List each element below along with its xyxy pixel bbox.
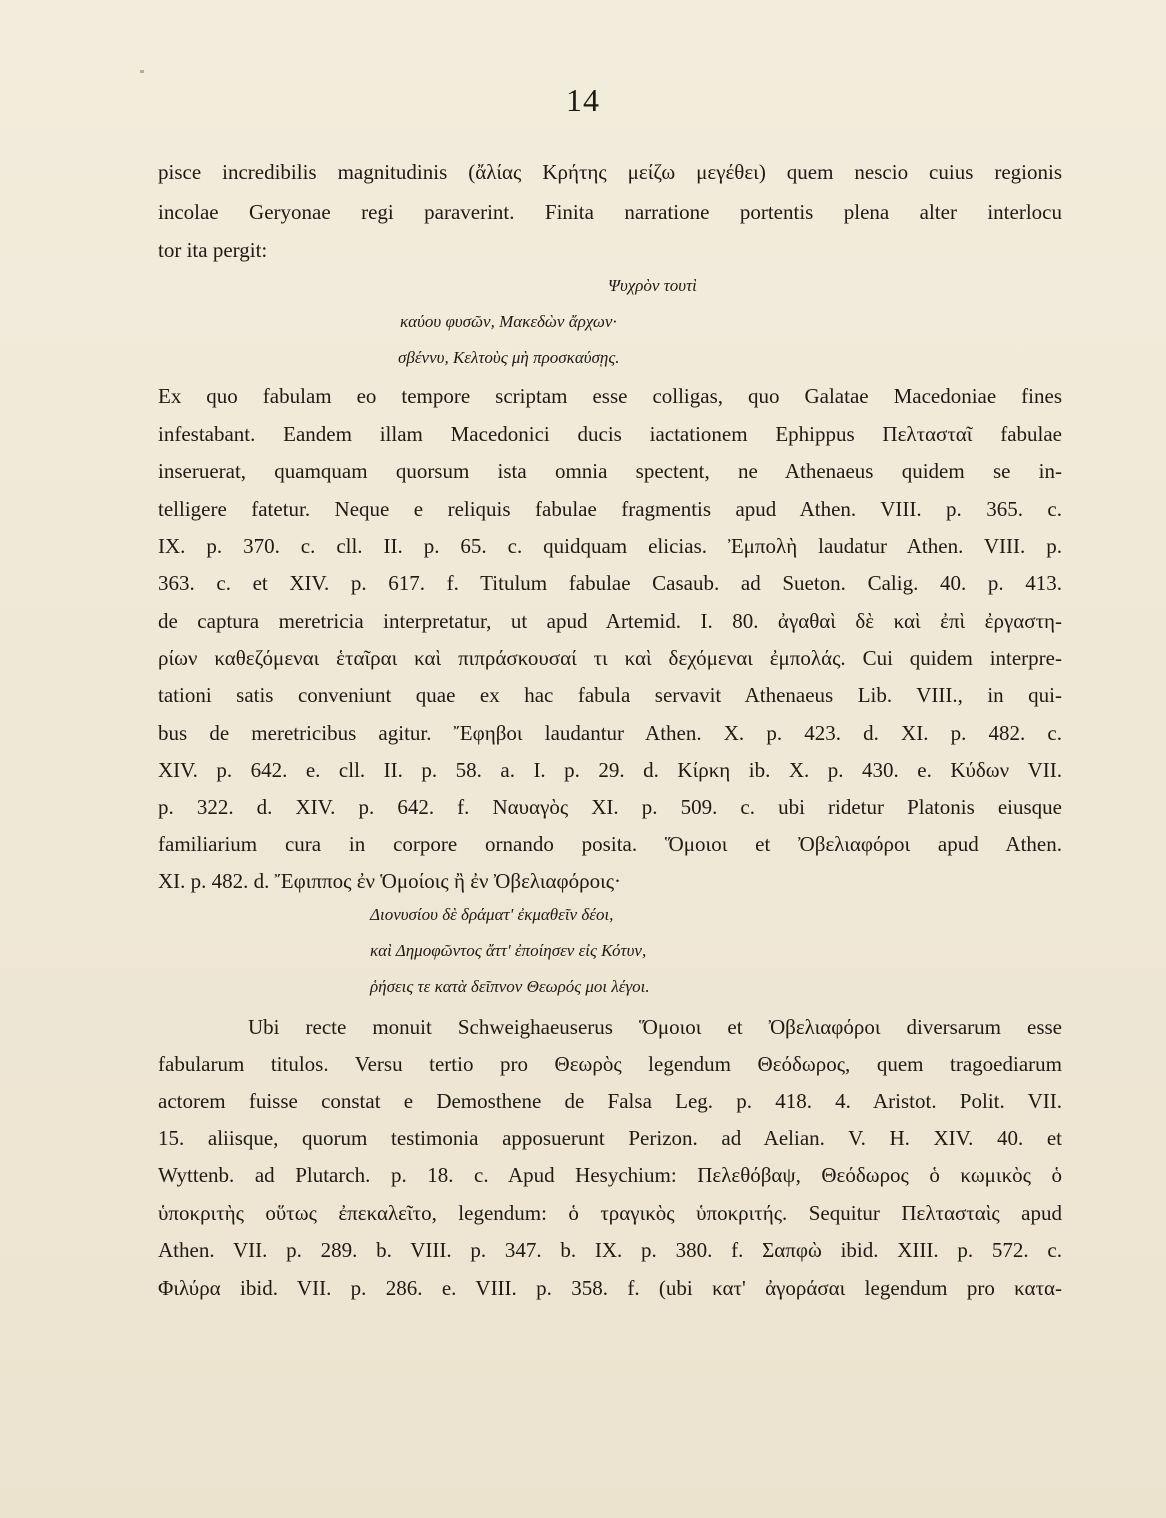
text-line: 15. aliisque, quorum testimonia apposuerunt Perizon. ad Aelian. V. H. XIV. 40. et — [158, 1126, 1062, 1150]
text-line: Ex quo fabulam eo tempore scriptam esse colligas, quo Galatae Macedoniae fines — [158, 384, 1062, 408]
text-line: 363. c. et XIV. p. 617. f. Titulum fabulae Casaub. ad Sueton. Calig. 40. p. 413. — [158, 571, 1062, 595]
text-line: pisce incredibilis magnitudinis (ἄλίας Κρήτης μείζω μεγέθει) quem nescio cuius regionis — [158, 160, 1062, 184]
verse-line: καὶ Δημοφῶντος ἄττ' ἐποίησεν εἰς Κότυν, — [370, 941, 647, 960]
verse-line: ῥήσεις τε κατὰ δεῖπνον Θεωρός μοι λέγοι. — [370, 977, 650, 996]
text-line: tationi satis conveniunt quae ex hac fabula servavit Athenaeus Lib. VIII., in qui- — [158, 683, 1062, 707]
text-line: ρίων καθεζόμεναι ἑταῖραι καὶ πιπράσκουσαί τι καὶ δεχόμεναι ἐμπολάς. Cui quidem interpre- — [158, 646, 1062, 670]
text-line: XIV. p. 642. e. cll. II. p. 58. a. I. p. 29. d. Κίρκη ib. X. p. 430. e. Κύδων VII. — [158, 758, 1062, 782]
verse-line: Διονυσίου δὲ δράματ' ἐκμαθεῖν δέοι, — [370, 905, 614, 924]
text-line: de captura meretricia interpretatur, ut apud Artemid. I. 80. ἀγαθαὶ δὲ καὶ ἐπὶ ἐργαστη- — [158, 609, 1062, 633]
text-line: infestabant. Eandem illam Macedonici ducis iactationem Ephippus Πελτασταῖ fabulae — [158, 422, 1062, 446]
verse-line: σβέννυ, Κελτοὺς μὴ προσκαύσῃς. — [398, 348, 620, 367]
text-line: Athen. VII. p. 289. b. VIII. p. 347. b. IX. p. 380. f. Σαπφὼ ibid. XIII. p. 572. c. — [158, 1238, 1062, 1262]
text-line: fabularum titulos. Versu tertio pro Θεωρὸς legendum Θεόδωρος, quem tragoediarum — [158, 1052, 1062, 1076]
margin-mark — [140, 70, 144, 73]
text-line: telligere fatetur. Neque e reliquis fabulae fragmentis apud Athen. VIII. p. 365. c. — [158, 497, 1062, 521]
text-line: ὑποκριτὴς οὕτως ἐπεκαλεῖτο, legendum: ὁ τραγικὸς ὑποκριτής. Sequitur Πελτασταὶς apud — [158, 1201, 1062, 1225]
verse-line: Ψυχρὸν τουτὶ — [608, 276, 697, 295]
text-line: Wyttenb. ad Plutarch. p. 18. c. Apud Hesychium: Πελεθόβαψ, Θεόδωρος ὁ κωμικὸς ὁ — [158, 1163, 1062, 1187]
text-line: Φιλύρα ibid. VII. p. 286. e. VIII. p. 358. f. (ubi κατ' ἀγοράσαι legendum pro κατα- — [158, 1276, 1062, 1300]
text-line: Ubi recte monuit Schweighaeuserus Ὅμοιοι et Ὀβελιαφόροι diversarum esse — [248, 1015, 1062, 1039]
page-number: 14 — [566, 82, 600, 118]
text-line: tor ita pergit: — [158, 238, 268, 262]
verse-line: καύου φυσῶν, Μακεδὼν ἄρχων· — [400, 312, 617, 331]
text-line: actorem fuisse constat e Demosthene de Falsa Leg. p. 418. 4. Aristot. Polit. VII. — [158, 1089, 1062, 1113]
text-line: XI. p. 482. d. Ἔφιππος ἐν Ὁμοίοις ἢ ἐν Ὀβελιαφόροις· — [158, 869, 622, 893]
text-line: incolae Geryonae regi paraverint. Finita narratione portentis plena alter interlocu — [158, 200, 1062, 224]
text-line: IX. p. 370. c. cll. II. p. 65. c. quidquam elicias. Ἐμπολὴ laudatur Athen. VIII. p. — [158, 534, 1062, 558]
text-line: p. 322. d. XIV. p. 642. f. Ναυαγὸς XI. p. 509. c. ubi ridetur Platonis eiusque — [158, 795, 1062, 819]
text-line: familiarium cura in corpore ornando posita. Ὅμοιοι et Ὀβελιαφόροι apud Athen. — [158, 832, 1062, 856]
text-line: bus de meretricibus agitur. Ἔφηβοι laudantur Athen. X. p. 423. d. XI. p. 482. c. — [158, 721, 1062, 745]
text-line: inseruerat, quamquam quorsum ista omnia spectent, ne Athenaeus quidem se in- — [158, 459, 1062, 483]
